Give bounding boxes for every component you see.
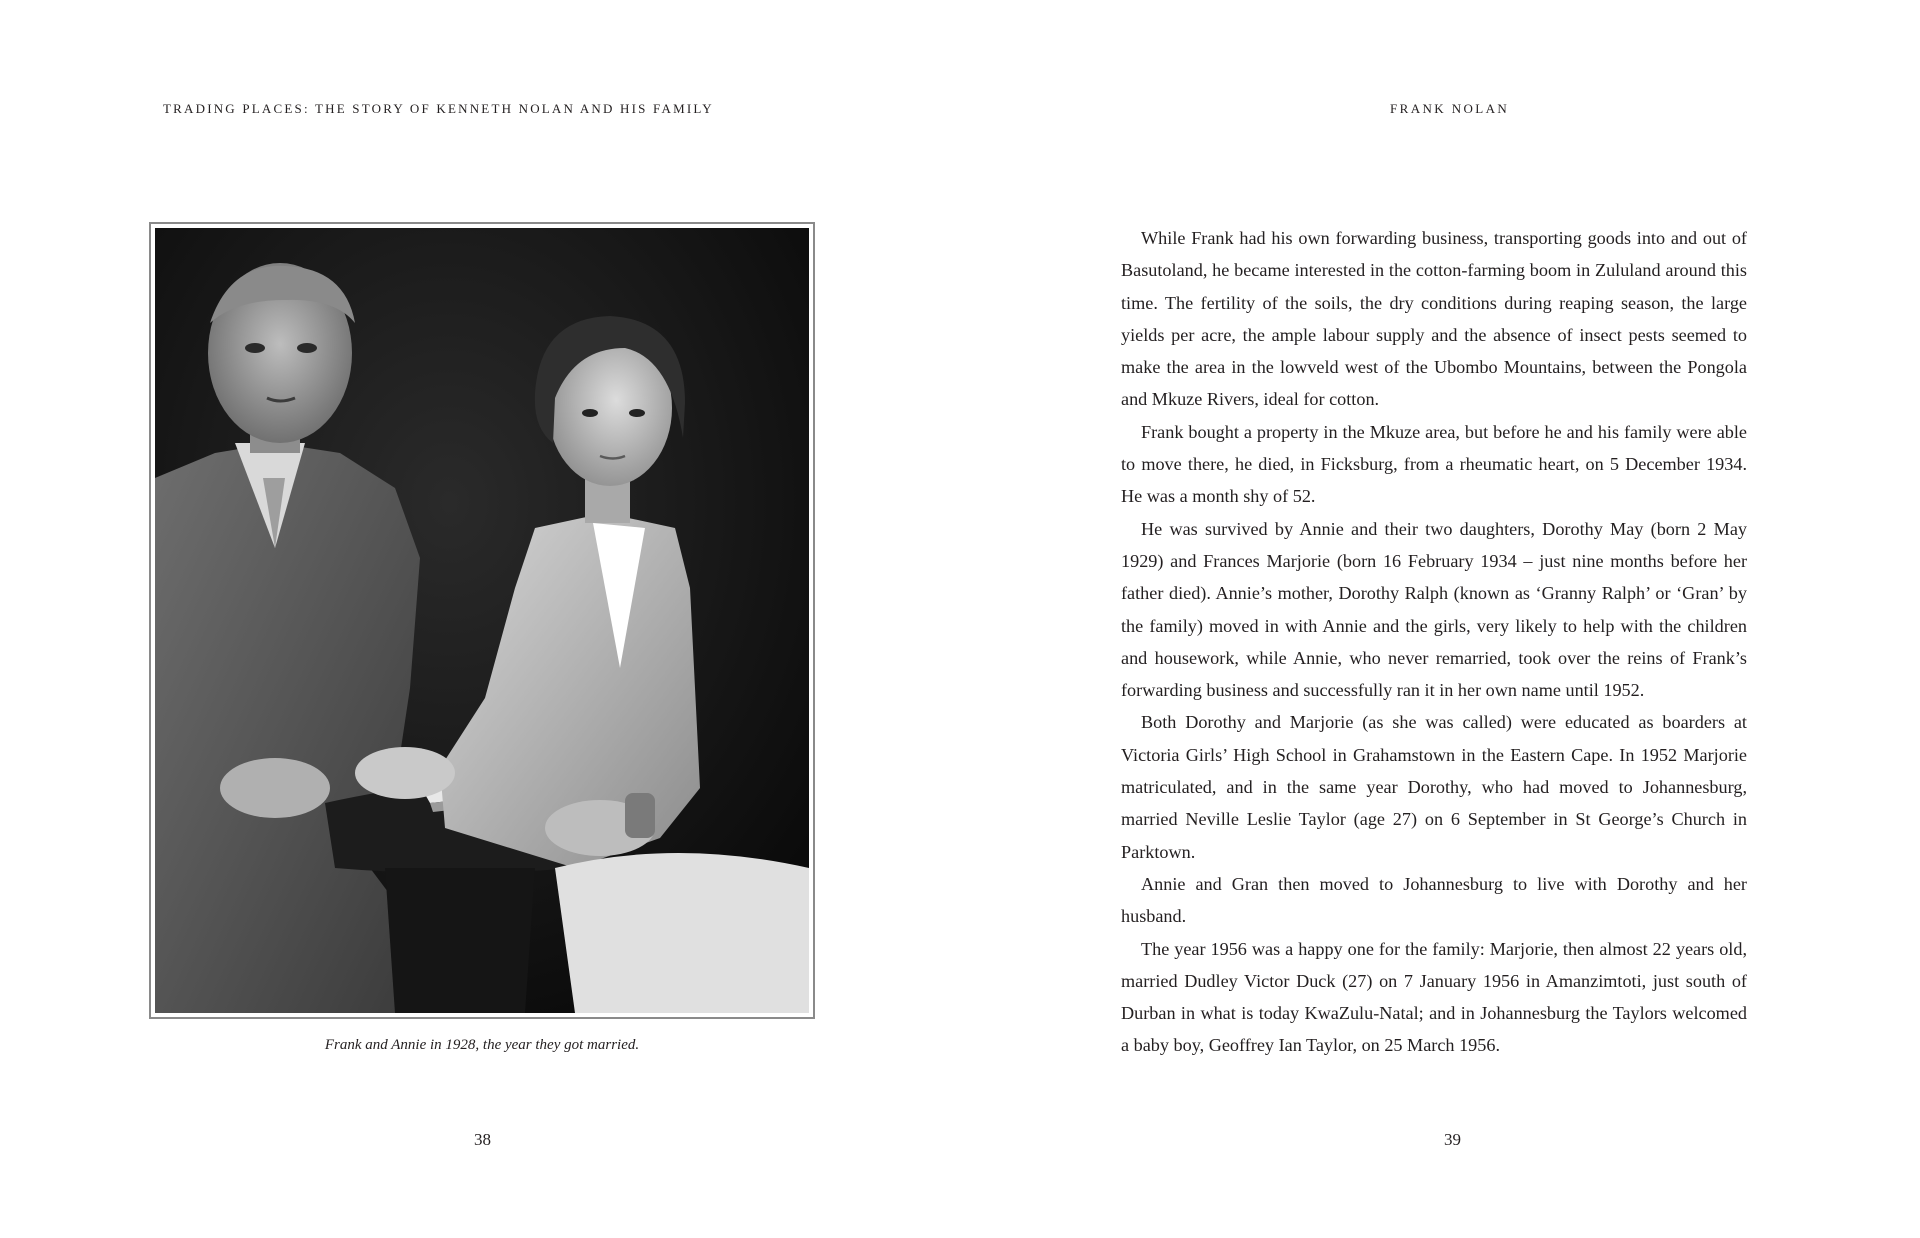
photo-caption: Frank and Annie in 1928, the year they got married. (324, 1037, 640, 1053)
portrait-photo-icon (155, 228, 809, 1013)
page-number-left: 38 (474, 1130, 491, 1149)
paragraph: The year 1956 was a happy one for the family: Marjorie, then almost 22 years old, married Dudley Victor Duck (27) on 7 January 1956 in Amanzimtoti, just south of Durban in what is today KwaZulu-Natal; and in Johannesburg the Taylors welcomed a baby boy, Geoffrey Ian Taylor, on 25 March 1956. (1121, 938, 1747, 1056)
paragraph: He was survived by Annie and their two daughters, Dorothy May (born 2 May 1929) and Frances Marjorie (born 16 February 1934 – just nine months before her father died). Annie’s mother, Dorothy Ralph (known as ‘Granny Ralph’ or ‘Gran’ by the family) moved in with Annie and the girls, very likely to help with the children and housework, while Annie, who never remarried, took over the reins of Frank’s forwarding business and successfully ran it in her own name until 1952. (1121, 518, 1747, 701)
paragraph: While Frank had his own forwarding business, transporting goods into and out of Basutoland, he became interested in the cotton-farming boom in Zululand around this time. The fertility of the soils, the dry conditions during reaping season, the large yields per acre, the ample labour supply and the absence of insect pests seemed to make the area in the lowveld west of the Ubombo Mountains, between the Pongola and Mkuze Rivers, ideal for cotton. (1121, 228, 1747, 410)
body-text (1121, 222, 1747, 1062)
paragraph: Frank bought a property in the Mkuze area, but before he and his family were able to move there, he died, in Ficksburg, from a rheumatic heart, on 5 December 1934. He was a month shy of 52. (1121, 421, 1747, 507)
portrait-photo-image (155, 228, 809, 1013)
running-head-left: TRADING PLACES: THE STORY OF KENNETH NOLAN AND HIS FAMILY (163, 101, 714, 116)
right-page (960, 0, 1920, 1238)
page-number-right: 39 (1444, 1130, 1461, 1149)
portrait-photo (149, 222, 815, 1019)
paragraph: Both Dorothy and Marjorie (as she was called) were educated as boarders at Victoria Girls’ High School in Grahamstown in the Eastern Cape. In 1952 Marjorie matriculated, and in the same year Dorothy, who had moved to Johannesburg, married Neville Leslie Taylor (age 27) on 6 September in St George’s Church in Parktown. (1121, 712, 1747, 862)
paragraph: Annie and Gran then moved to Johannesburg to live with Dorothy and her husband. (1121, 873, 1747, 927)
running-head-right: FRANK NOLAN (1390, 101, 1510, 116)
